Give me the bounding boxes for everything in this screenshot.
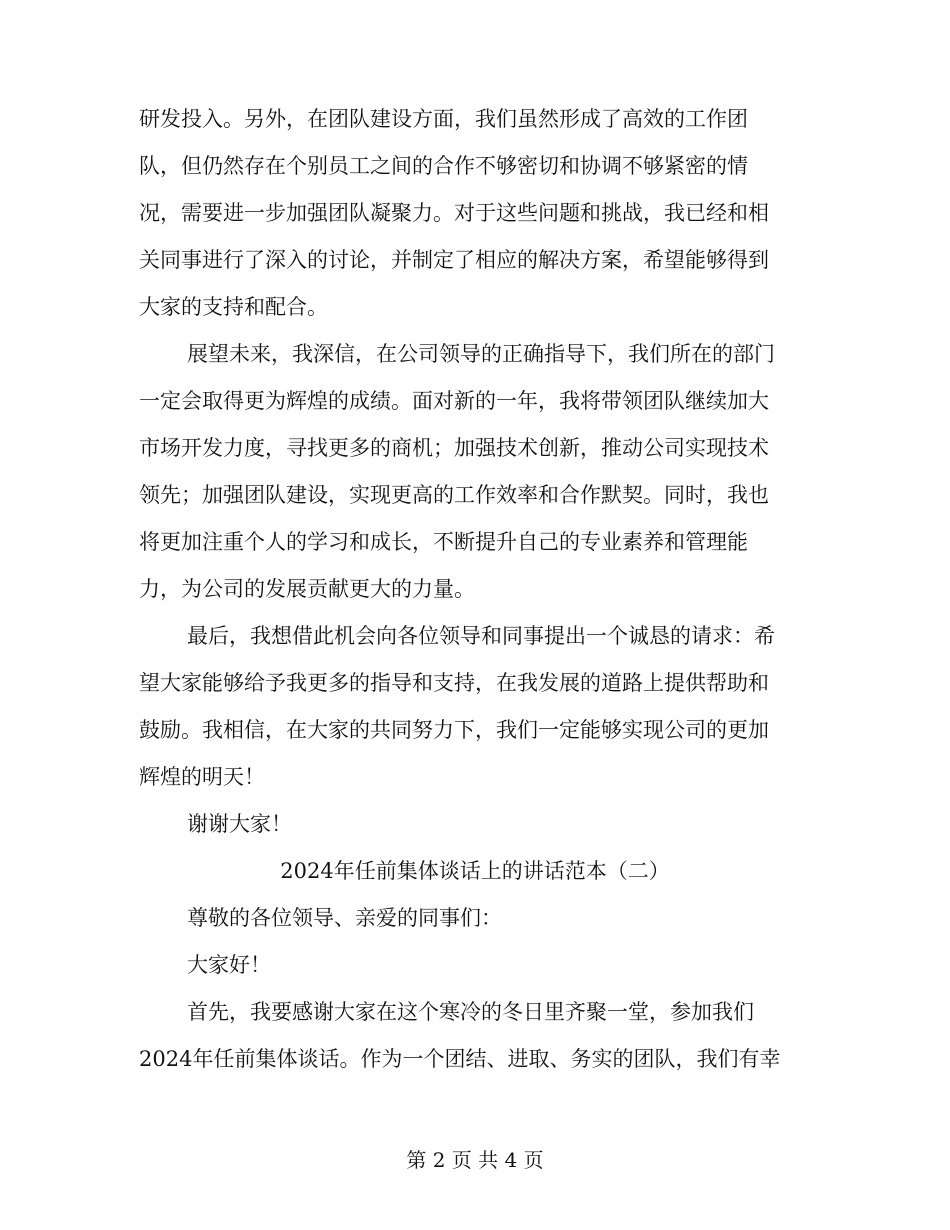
document-body	[139, 96, 811, 1083]
text-line: 最后，我想借此机会向各位领导和同事提出一个诚恳的请求：希	[187, 624, 775, 648]
text-line: 辉煌的明天！	[139, 765, 265, 789]
page-footer: 第 2 页 共 4 页	[406, 1148, 544, 1172]
text-line: 展望未来，我深信，在公司领导的正确指导下，我们所在的部门	[187, 342, 775, 366]
text-line: 大家的支持和配合。	[139, 295, 328, 319]
text-line: 望大家能够给予我更多的指导和支持，在我发展的道路上提供帮助和	[139, 671, 769, 695]
text-line: 2024年任前集体谈话。作为一个团结、进取、务实的团队，我们有幸	[139, 1047, 781, 1071]
text-line: 力，为公司的发展贡献更大的力量。	[139, 577, 475, 601]
text-line: 领先；加强团队建设，实现更高的工作效率和合作默契。同时，我也	[139, 483, 769, 507]
text-line: 队，但仍然存在个别员工之间的合作不够密切和协调不够紧密的情	[139, 154, 748, 178]
text-line: 市场开发力度，寻找更多的商机；加强技术创新，推动公司实现技术	[139, 436, 769, 460]
text-line: 一定会取得更为辉煌的成绩。面对新的一年，我将带领团队继续加大	[139, 389, 769, 413]
text-line: 谢谢大家！	[187, 812, 292, 836]
text-line: 关同事进行了深入的讨论，并制定了相应的解决方案，希望能够得到	[139, 248, 769, 272]
text-line: 大家好！	[187, 953, 271, 977]
text-line: 将更加注重个人的学习和成长，不断提升自己的专业素养和管理能	[139, 530, 748, 554]
text-line: 尊敬的各位领导、亲爱的同事们：	[187, 906, 502, 930]
text-line: 研发投入。另外，在团队建设方面，我们虽然形成了高效的工作团	[139, 107, 748, 131]
text-line: 况，需要进一步加强团队凝聚力。对于这些问题和挑战，我已经和相	[139, 201, 769, 225]
text-line: 首先，我要感谢大家在这个寒冷的冬日里齐聚一堂，参加我们	[187, 1000, 754, 1024]
section-title: 2024年任前集体谈话上的讲话范本（二）	[280, 859, 670, 883]
text-line: 鼓励。我相信，在大家的共同努力下，我们一定能够实现公司的更加	[139, 718, 769, 742]
